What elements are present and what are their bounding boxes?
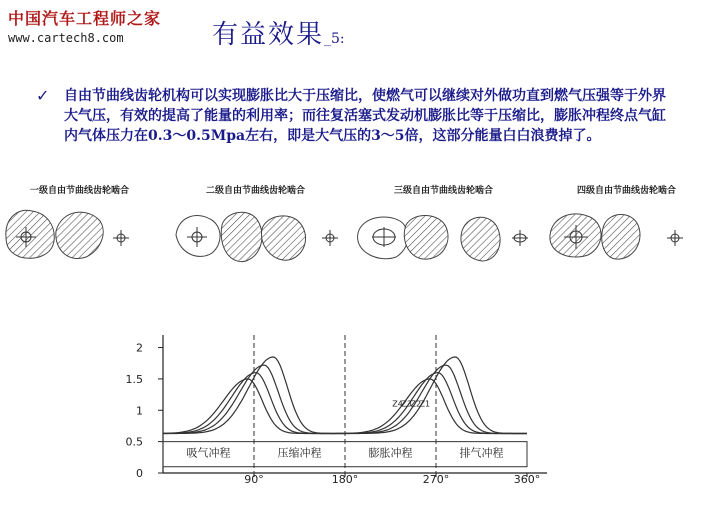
gear-diagram-3 xyxy=(358,215,528,261)
y-tick-label: 0 xyxy=(136,467,143,480)
stroke-label: 排气冲程 xyxy=(459,446,504,460)
x-tick-label: 270° xyxy=(422,473,450,486)
gear-diagram-2 xyxy=(176,212,338,261)
gear-diagram-1 xyxy=(6,210,129,258)
series-label: Z1 xyxy=(419,399,431,409)
stroke-label: 膨胀冲程 xyxy=(368,446,413,460)
gear-diagram-label-1: 一级自由节曲线齿轮啮合 xyxy=(30,186,130,196)
y-tick-label: 1.5 xyxy=(125,372,143,386)
stroke-label: 压缩冲程 xyxy=(277,446,322,460)
bullet-text: 自由节曲线齿轮机构可以实现膨胀比大于压缩比，使燃气可以继续对外做功直到燃气压强等于外界大气压，有效的提高了能量的利用率；而往复活塞式发动机膨胀比等于压缩比，膨胀冲程终点气缸内气体压力在0.3～0.5Mpa左右，即是大气压的3～5倍，这部分能量白白浪费掉了。 xyxy=(64,88,666,144)
logo-text: 中国汽车工程师之家 xyxy=(8,9,162,28)
logo-url: www.cartech8.com xyxy=(8,31,124,45)
stroke-label: 吸气冲程 xyxy=(186,446,231,460)
slide-title xyxy=(212,14,345,51)
gear-diagrams xyxy=(0,195,704,285)
series-label: Z2 xyxy=(410,399,422,409)
check-icon: ✓ xyxy=(36,86,50,105)
gear-diagram-label-3: 三级自由节曲线齿轮啮合 xyxy=(394,186,494,196)
series-label: Z4 xyxy=(392,399,403,409)
slide-title-text: 有益效果 xyxy=(212,20,325,50)
y-tick-label: 2 xyxy=(136,341,143,355)
gear-diagram-4 xyxy=(550,214,683,259)
series-label: Z3 xyxy=(401,399,412,409)
site-logo[interactable] xyxy=(8,6,162,45)
x-tick-label: 180° xyxy=(331,473,359,486)
x-tick-label: 360° xyxy=(513,473,541,486)
y-tick-label: 1 xyxy=(136,404,143,418)
slide-title-suffix: _5: xyxy=(324,31,345,47)
gear-diagram-label-2: 二级自由节曲线齿轮啮合 xyxy=(206,186,306,196)
y-tick-label: 0.5 xyxy=(125,435,143,449)
bullet-point xyxy=(36,86,676,146)
pressure-chart xyxy=(0,305,704,505)
x-tick-label: 90° xyxy=(244,473,264,486)
gear-diagram-label-4: 四级自由节曲线齿轮啮合 xyxy=(577,186,677,196)
